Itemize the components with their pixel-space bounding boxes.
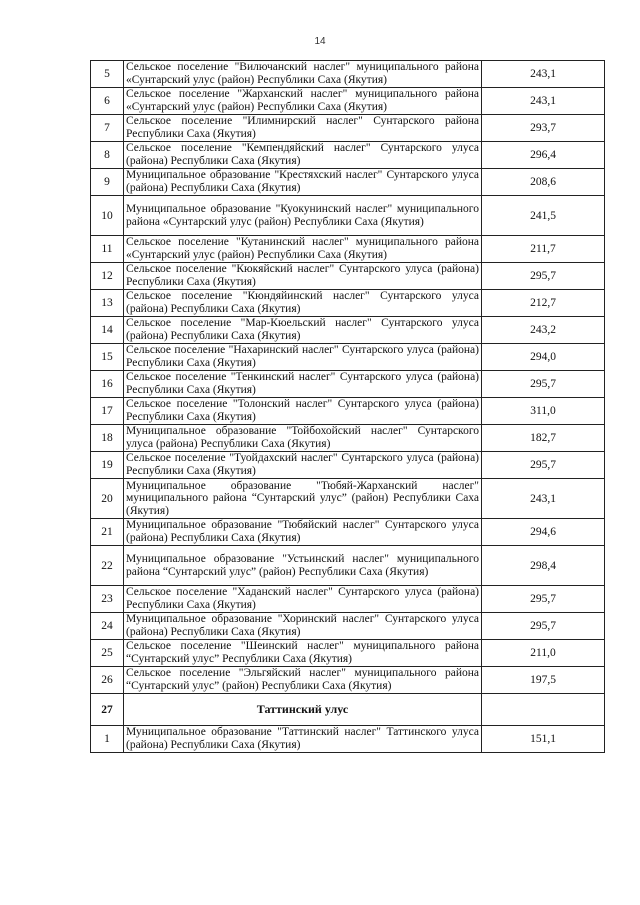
allocation-value: 295,7 — [482, 613, 605, 640]
allocation-value: 295,7 — [482, 263, 605, 290]
table-row — [91, 61, 605, 88]
row-number: 21 — [91, 519, 124, 546]
settlement-name: Сельское поселение "Кюкяйский наслег" Сунтарского улуса (района) Республики Саха (Якутия) — [124, 263, 482, 290]
table-row — [91, 169, 605, 196]
section-empty-cell — [482, 694, 605, 726]
settlement-name: Сельское поселение "Мар-Кюельский наслег" Сунтарского улуса (района) Республики Саха (Якутия) — [124, 317, 482, 344]
table-row — [91, 196, 605, 236]
row-number: 25 — [91, 640, 124, 667]
row-number: 14 — [91, 317, 124, 344]
row-number: 10 — [91, 196, 124, 236]
table-row — [91, 344, 605, 371]
row-number: 1 — [91, 726, 124, 753]
table-row — [91, 142, 605, 169]
settlement-name: Сельское поселение "Вилючанский наслег" муниципального района «Сунтарский улус (район) Республики Саха (Якутия) — [124, 61, 482, 88]
settlement-name: Сельское поселение "Хаданский наслег" Сунтарского улуса (района) Республики Саха (Якутия) — [124, 586, 482, 613]
row-number: 20 — [91, 479, 124, 519]
allocation-value: 151,1 — [482, 726, 605, 753]
allocation-value: 294,6 — [482, 519, 605, 546]
section-header-row — [91, 694, 605, 726]
table-row — [91, 371, 605, 398]
allocation-value: 295,7 — [482, 452, 605, 479]
allocation-value: 197,5 — [482, 667, 605, 694]
settlement-name: Муниципальное образование "Таттинский наслег" Таттинского улуса (района) Республики Саха (Якутия) — [124, 726, 482, 753]
table-row — [91, 479, 605, 519]
settlement-name: Сельское поселение "Кемпендяйский наслег" Сунтарского улуса (района) Республики Саха (Якутия) — [124, 142, 482, 169]
row-number: 23 — [91, 586, 124, 613]
settlement-name: Муниципальное образование "Устьинский наслег" муниципального района “Сунтарский улус” (район) Республики Саха (Якутия) — [124, 546, 482, 586]
table-row — [91, 398, 605, 425]
table-row — [91, 726, 605, 753]
table-body — [91, 61, 605, 753]
row-number: 15 — [91, 344, 124, 371]
settlement-name: Сельское поселение "Кутанинский наслег" муниципального района «Сунтарский улус (район) Республики Саха (Якутия) — [124, 236, 482, 263]
table-row — [91, 115, 605, 142]
allocation-value: 295,7 — [482, 371, 605, 398]
row-number: 26 — [91, 667, 124, 694]
allocation-value: 294,0 — [482, 344, 605, 371]
settlement-name: Сельское поселение "Жарханский наслег" муниципального района «Сунтарский улус (район) Республики Саха (Якутия) — [124, 88, 482, 115]
row-number: 5 — [91, 61, 124, 88]
table-row — [91, 586, 605, 613]
row-number: 8 — [91, 142, 124, 169]
allocation-value: 182,7 — [482, 425, 605, 452]
row-number: 9 — [91, 169, 124, 196]
allocation-value: 298,4 — [482, 546, 605, 586]
allocation-value: 311,0 — [482, 398, 605, 425]
row-number: 6 — [91, 88, 124, 115]
allocation-value: 241,5 — [482, 196, 605, 236]
settlement-name: Сельское поселение "Туойдахский наслег" Сунтарского улуса (района) Республики Саха (Якутия) — [124, 452, 482, 479]
settlement-name: Муниципальное образование "Хоринский наслег" Сунтарского улуса (района) Республики Саха (Якутия) — [124, 613, 482, 640]
settlement-name: Сельское поселение "Кюндяйинский наслег" Сунтарского улуса (района) Республики Саха (Якутия) — [124, 290, 482, 317]
table-row — [91, 519, 605, 546]
row-number: 12 — [91, 263, 124, 290]
allocation-value: 296,4 — [482, 142, 605, 169]
table-row — [91, 640, 605, 667]
table-row — [91, 290, 605, 317]
row-number: 17 — [91, 398, 124, 425]
row-number: 18 — [91, 425, 124, 452]
table-row — [91, 263, 605, 290]
settlement-name: Муниципальное образование "Тюбяй-Жарханский наслег" муниципального района “Сунтарский улус” (район) Республики Саха (Якутия) — [124, 479, 482, 519]
settlements-table — [90, 60, 605, 753]
settlement-name: Сельское поселение "Толонский наслег" Сунтарского улуса (района) Республики Саха (Якутия) — [124, 398, 482, 425]
settlement-name: Сельское поселение "Шеинский наслег" муниципального района “Сунтарский улус” Республики Саха (Якутия) — [124, 640, 482, 667]
section-title: Таттинский улус — [124, 694, 482, 726]
row-number: 16 — [91, 371, 124, 398]
table-row — [91, 667, 605, 694]
row-number: 19 — [91, 452, 124, 479]
settlement-name: Сельское поселение "Эльгяйский наслег" муниципального района “Сунтарский улус” (район) Республики Саха (Якутия) — [124, 667, 482, 694]
allocation-value: 211,0 — [482, 640, 605, 667]
section-number: 27 — [91, 694, 124, 726]
allocation-value: 211,7 — [482, 236, 605, 263]
table-row — [91, 88, 605, 115]
allocation-value: 243,1 — [482, 61, 605, 88]
settlement-name: Сельское поселение "Нахаринский наслег" Сунтарского улуса (района) Республики Саха (Якутия) — [124, 344, 482, 371]
settlement-name: Муниципальное образование "Тойбохойский наслег" Сунтарского улуса (района) Республики Саха (Якутия) — [124, 425, 482, 452]
settlement-name: Сельское поселение "Илимнирский наслег" Сунтарского района Республики Саха (Якутия) — [124, 115, 482, 142]
allocation-value: 243,2 — [482, 317, 605, 344]
allocation-value: 208,6 — [482, 169, 605, 196]
settlement-name: Муниципальное образование "Крестяхский наслег" Сунтарского улуса (района) Республики Саха (Якутия) — [124, 169, 482, 196]
allocation-value: 243,1 — [482, 479, 605, 519]
settlement-name: Сельское поселение "Тенкинский наслег" Сунтарского улуса (района) Республики Саха (Якутия) — [124, 371, 482, 398]
settlement-name: Муниципальное образование "Куокунинский наслег" муниципального района «Сунтарский улус (район) Республики Саха (Якутия) — [124, 196, 482, 236]
row-number: 13 — [91, 290, 124, 317]
allocation-value: 293,7 — [482, 115, 605, 142]
row-number: 22 — [91, 546, 124, 586]
allocation-value: 295,7 — [482, 586, 605, 613]
table-row — [91, 613, 605, 640]
settlement-name: Муниципальное образование "Тюбяйский наслег" Сунтарского улуса (района) Республики Саха (Якутия) — [124, 519, 482, 546]
row-number: 24 — [91, 613, 124, 640]
table-row — [91, 425, 605, 452]
row-number: 11 — [91, 236, 124, 263]
row-number: 7 — [91, 115, 124, 142]
allocation-value: 212,7 — [482, 290, 605, 317]
allocation-value: 243,1 — [482, 88, 605, 115]
table-row — [91, 452, 605, 479]
page-number: 14 — [314, 36, 326, 47]
table-row — [91, 236, 605, 263]
table-row — [91, 546, 605, 586]
table-row — [91, 317, 605, 344]
